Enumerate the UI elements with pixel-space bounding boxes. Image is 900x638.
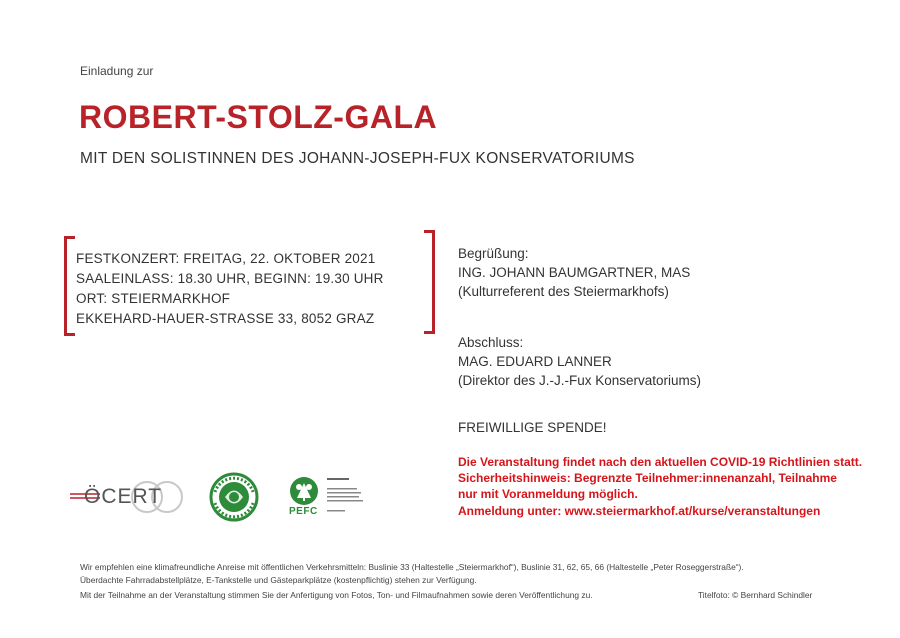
oecert-logo-text: ÖCERT: [84, 485, 163, 508]
closing-role: (Direktor des J.-J.-Fux Konservatoriums): [458, 373, 702, 388]
notice-line-3: nur mit Voranmeldung möglich.: [458, 487, 638, 502]
event-date: FESTKONZERT: FREITAG, 22. OKTOBER 2021: [76, 251, 376, 266]
footer-transport-note: Wir empfehlen eine klimafreundliche Anreise mit öffentlichen Verkehrsmitteln: Buslinie 33 (Haltestelle „Steiermarkhof“), Buslinie 31, 62, 65, 66 (Haltestelle „Peter Roseggerstraße“).: [80, 562, 744, 572]
greeting-role: (Kulturreferent des Steiermarkhofs): [458, 284, 669, 299]
event-details: [76, 249, 384, 329]
closing-label: Abschluss:: [458, 335, 524, 350]
footer-consent-note: Mit der Teilnahme an der Veranstaltung stimmen Sie der Anfertigung von Fotos, Ton- und Filmaufnahmen sowie deren Veröffentlichung zu.: [80, 590, 593, 600]
notice-line-1: Die Veranstaltung findet nach den aktuellen COVID-19 Richtlinien statt.: [458, 455, 863, 469]
pefc-logo: [287, 476, 367, 522]
photo-credit: Titelfoto: © Bernhard Schindler: [698, 590, 813, 600]
event-subtitle: MIT DEN SOLISTINNEN DES JOHANN-JOSEPH-FUX KONSERVATORIUMS: [80, 150, 635, 167]
event-venue: ORT: STEIERMARKHOF: [76, 291, 231, 306]
right-bracket-decoration: [424, 230, 435, 334]
footer-facilities-note: Überdachte Fahrradabstellplätze, E-Tankstelle und Gästeparkplätze (kostenpflichtig) stehen zur Verfügung.: [80, 575, 477, 585]
closing-name: MAG. EDUARD LANNER: [458, 354, 612, 369]
pefc-logo-text: PEFC: [289, 506, 318, 517]
invitation-intro: Einladung zur: [80, 64, 154, 78]
donation-note: FREIWILLIGE SPENDE!: [458, 420, 607, 435]
pefc-tree-icon: [287, 476, 321, 506]
greeting-name: ING. JOHANN BAUMGARTNER, MAS: [458, 265, 691, 280]
greeting-label: Begrüßung:: [458, 246, 529, 261]
notice-line-4: Anmeldung unter: www.steiermarkhof.at/kurse/veranstaltungen: [458, 503, 821, 518]
pefc-fine-print-graphic: [327, 476, 367, 520]
event-title: ROBERT-STOLZ-GALA: [79, 99, 438, 135]
oecert-logo: [70, 480, 185, 514]
notice-line-2: Sicherheitshinweis: Begrenzte Teilnehmer:innenanzahl, Teilnahme: [458, 471, 837, 486]
closing-block: [458, 333, 701, 390]
green-certification-seal-icon: [209, 472, 259, 522]
event-times: SAALEINLASS: 18.30 UHR, BEGINN: 19.30 UHR: [76, 271, 384, 286]
event-address: EKKEHARD-HAUER-STRASSE 33, 8052 GRAZ: [76, 311, 375, 326]
greeting-block: [458, 244, 690, 301]
left-bracket-decoration: [64, 236, 75, 336]
covid-notice: [458, 454, 862, 519]
